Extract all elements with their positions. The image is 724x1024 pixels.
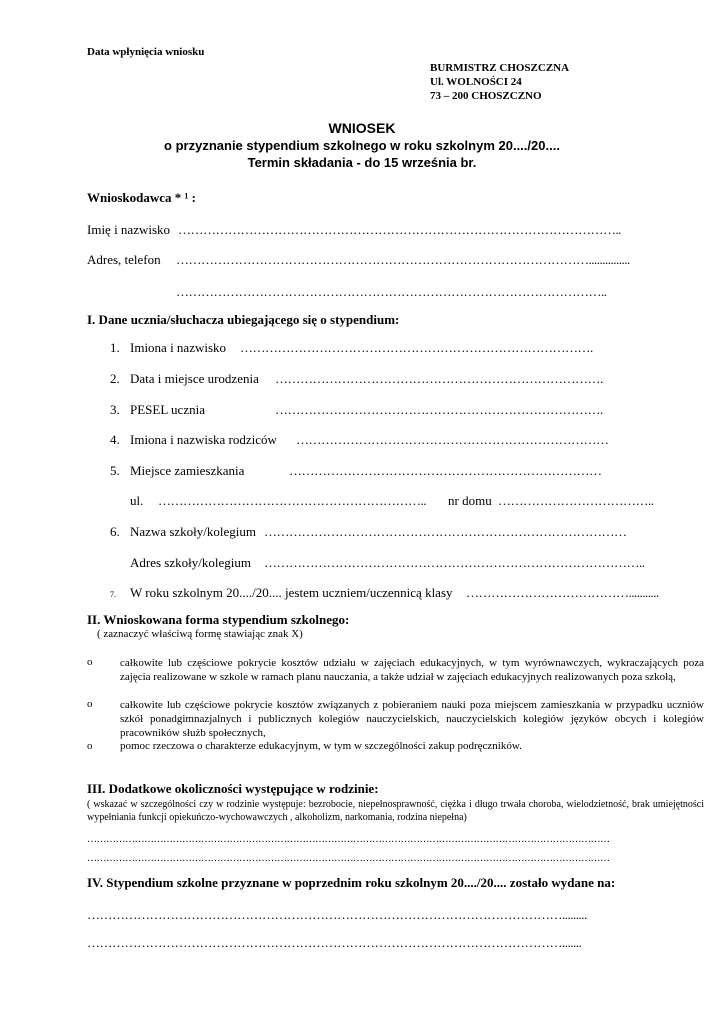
item-2-number: 2. [110,371,120,386]
item-6-field[interactable]: …………………………………………………………………………… [264,524,627,539]
option-3-checkbox[interactable]: o [87,740,93,752]
recipient-title: BURMISTRZ CHOSZCZNA [430,62,570,74]
street-label: ul. [130,493,144,508]
item-1-label: Imiona i nazwisko [130,340,227,355]
item-2-label: Data i miejsce urodzenia [130,371,259,386]
family-circumstances-field-1[interactable]: ………………………………………………………………………………………………………………………………………………… [87,834,610,845]
item-4-label: Imiona i nazwiska rodziców [130,432,277,447]
section-1-heading: I. Dane ucznia/słuchacza ubiegającego się o stypendium: [87,312,400,327]
form-subtitle: o przyznanie stypendium szkolnego w roku szkolnym 20..../20.... [164,138,560,153]
item-4-field[interactable]: ………………………………………………………………… [296,432,609,447]
item-3-label: PESEL ucznia [130,402,205,417]
item-1-number: 1. [110,340,120,355]
form-deadline: Termin składania - do 15 września br. [247,155,477,170]
street-field[interactable]: ……………………………………………………….. [158,493,426,508]
item-5-number: 5. [110,463,120,478]
house-number-field[interactable]: ……………………………….. [498,493,654,508]
house-number-label: nr domu [448,493,492,508]
item-3-field[interactable]: ……………………………………………………………………. [275,402,603,417]
item-1-field[interactable]: …………………………………………………………………………. [240,340,593,355]
item-2-field[interactable]: ……………………………………………………………………. [275,371,603,386]
received-date-label: Data wpłynięcia wniosku [87,46,205,58]
section-3-heading: III. Dodatkowe okoliczności występujące w rodzinie: [87,781,379,796]
section-3-note: ( wskazać w szczególności czy w rodzinie występuje: bezrobocie, niepełnosprawność, ciężka i długo trwała choroba, wielodzietność, brak umiejętności wypełniania funkcji opiekuńczo-wychowawczych , alkoholizm, narkomania, rodzina niepełna) [87,799,704,823]
applicant-name-field[interactable]: …………………………………………………………………………………………….. [178,222,621,237]
item-6-number: 6. [110,524,120,539]
applicant-heading: Wnioskodawca * ¹ : [87,190,196,205]
option-1-checkbox[interactable]: o [87,656,93,668]
class-field[interactable]: …………………………………........... [466,585,659,600]
form-title: WNIOSEK [328,120,396,136]
section-2-heading: II. Wnioskowana forma stypendium szkolnego: [87,612,350,627]
previous-stipend-field-1[interactable]: ……………………………………………………………………………………………………......... [87,907,587,922]
section-4-heading: IV. Stypendium szkolne przyznane w poprzednim roku szkolnym 20..../20.... zostało wydane na: [87,875,616,890]
option-1-text: całkowite lub częściowe pokrycie kosztów udziału w zajęciach edukacyjnych, w tym wyrównawczych, wykraczających poza zajęcia realizowane w szkole w ramach planu nauczania, a także udział w zajęciach edukacyjnych realizowanych poza szkołą, [120,657,704,683]
item-4-number: 4. [110,432,120,447]
item-6-label: Nazwa szkoły/kolegium [130,524,256,539]
item-5-field[interactable]: ………………………………………………………………… [289,463,602,478]
applicant-address-field-2[interactable]: ………………………………………………………………………………………….. [176,284,607,299]
applicant-address-field[interactable]: ………………………………………………………………………………………............... [176,252,630,267]
school-address-field[interactable]: ……………………………………………………………………………….. [264,555,645,570]
item-5-label: Miejsce zamieszkania [130,463,245,478]
option-2-checkbox[interactable]: o [87,698,93,710]
item-7-number: 7. [110,590,116,599]
recipient-street: Ul. WOLNOŚCI 24 [430,76,522,88]
section-2-note: ( zaznaczyć właściwą formę stawiając znak X) [97,628,303,640]
family-circumstances-field-2[interactable]: ………………………………………………………………………………………………………………………………………………… [87,853,610,864]
option-3-text: pomoc rzeczowa o charakterze edukacyjnym, w tym w szczególności zakup podręczników. [120,740,522,752]
applicant-address-label: Adres, telefon [87,252,161,267]
applicant-name-label: Imię i nazwisko [87,222,171,237]
recipient-city: 73 – 200 CHOSZCZNO [430,90,542,102]
option-2-text: całkowite lub częściowe pokrycie kosztów związanych z pobieraniem nauki poza miejscem zamieszkania w przypadku uczniów szkół ponadgimnazjalnych i publicznych kolegiów nauczycielskich, nauczycielskich kolegiów języków obcych i kolegiów pracowników służb społecznych, [120,699,704,739]
school-address-label: Adres szkoły/kolegium [130,555,251,570]
item-3-number: 3. [110,402,120,417]
item-7-text: W roku szkolnym 20..../20.... jestem uczniem/uczennicą klasy [130,585,453,600]
previous-stipend-field-2[interactable]: ……………………………………………………………………………………………………....... [87,935,582,950]
